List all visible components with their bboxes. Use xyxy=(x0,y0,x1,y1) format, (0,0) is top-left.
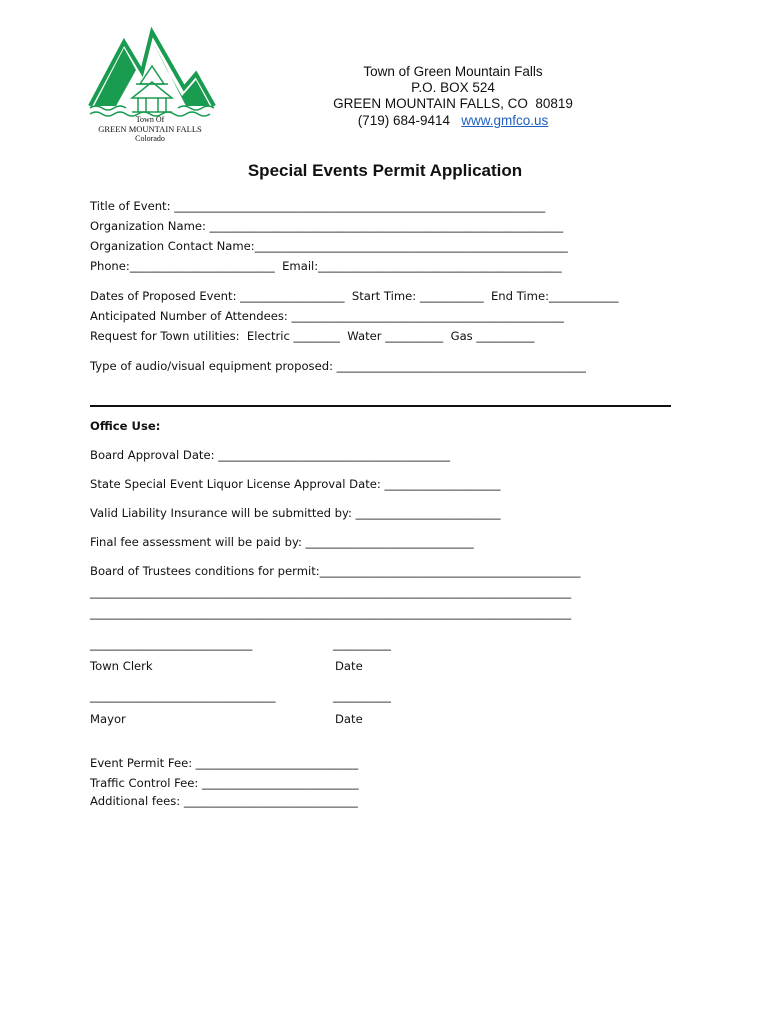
conditions-line-2[interactable]: ___________________________________________________________________________________ xyxy=(90,585,572,599)
logo-text-town-of: Town Of xyxy=(135,115,165,124)
organization-contact-field[interactable]: Organization Contact Name:______________________________________________________ xyxy=(90,239,568,253)
section-divider xyxy=(90,405,671,407)
liquor-license-date-field[interactable]: State Special Event Liquor License Approval Date: ____________________ xyxy=(90,477,501,491)
title-of-event-field[interactable]: Title of Event: ________________________________________________________________ xyxy=(90,199,546,213)
utilities-field[interactable]: Request for Town utilities: Electric ________ Water __________ Gas __________ xyxy=(90,329,535,343)
town-clerk-date-label: Date xyxy=(335,659,363,673)
liability-insurance-field[interactable]: Valid Liability Insurance will be submitted by: _________________________ xyxy=(90,506,501,520)
av-equipment-field[interactable]: Type of audio/visual equipment proposed: ___________________________________________ xyxy=(90,359,586,373)
mayor-date-label: Date xyxy=(335,712,363,726)
mayor-signature-line[interactable]: ________________________________ xyxy=(90,689,276,703)
phone-number: (719) 684-9414 xyxy=(357,113,451,128)
town-clerk-date-line[interactable]: __________ xyxy=(333,637,391,651)
town-name: Town of Green Mountain Falls xyxy=(363,64,543,79)
office-use-heading: Office Use: xyxy=(90,419,161,433)
town-clerk-label: Town Clerk xyxy=(90,659,153,673)
page-title: Special Events Permit Application xyxy=(247,161,523,180)
trustees-conditions-field[interactable]: Board of Trustees conditions for permit:_____________________________________________ xyxy=(90,564,581,578)
event-permit-fee-field[interactable]: Event Permit Fee: ____________________________ xyxy=(90,756,359,770)
logo-text-name: GREEN MOUNTAIN FALLS xyxy=(98,124,202,134)
logo-text-state: Colorado xyxy=(135,134,165,143)
conditions-line-3[interactable]: ___________________________________________________________________________________ xyxy=(90,606,572,620)
po-box: P.O. BOX 524 xyxy=(411,80,495,95)
mayor-label: Mayor xyxy=(90,712,126,726)
mountain-gazebo-logo-icon xyxy=(86,26,218,126)
city-address: GREEN MOUNTAIN FALLS, CO 80819 xyxy=(333,96,573,111)
attendees-field[interactable]: Anticipated Number of Attendees: _______________________________________________ xyxy=(90,309,564,323)
board-approval-date-field[interactable]: Board Approval Date: ________________________________________ xyxy=(90,448,451,462)
phone-email-field[interactable]: Phone:_________________________ Email:__________________________________________ xyxy=(90,259,562,273)
traffic-control-fee-field[interactable]: Traffic Control Fee: ___________________________ xyxy=(90,776,359,790)
additional-fees-field[interactable]: Additional fees: ______________________________ xyxy=(90,794,358,808)
organization-name-field[interactable]: Organization Name: _____________________________________________________________ xyxy=(90,219,564,233)
mayor-date-line[interactable]: __________ xyxy=(333,689,391,703)
event-dates-field[interactable]: Dates of Proposed Event: __________________ Start Time: ___________ End Time:____________ xyxy=(90,289,619,303)
website-link[interactable]: www.gmfco.us xyxy=(461,113,549,128)
fee-paid-by-field[interactable]: Final fee assessment will be paid by: _____________________________ xyxy=(90,535,474,549)
town-clerk-signature-line[interactable]: ____________________________ xyxy=(90,637,253,651)
contact-line xyxy=(303,113,603,129)
